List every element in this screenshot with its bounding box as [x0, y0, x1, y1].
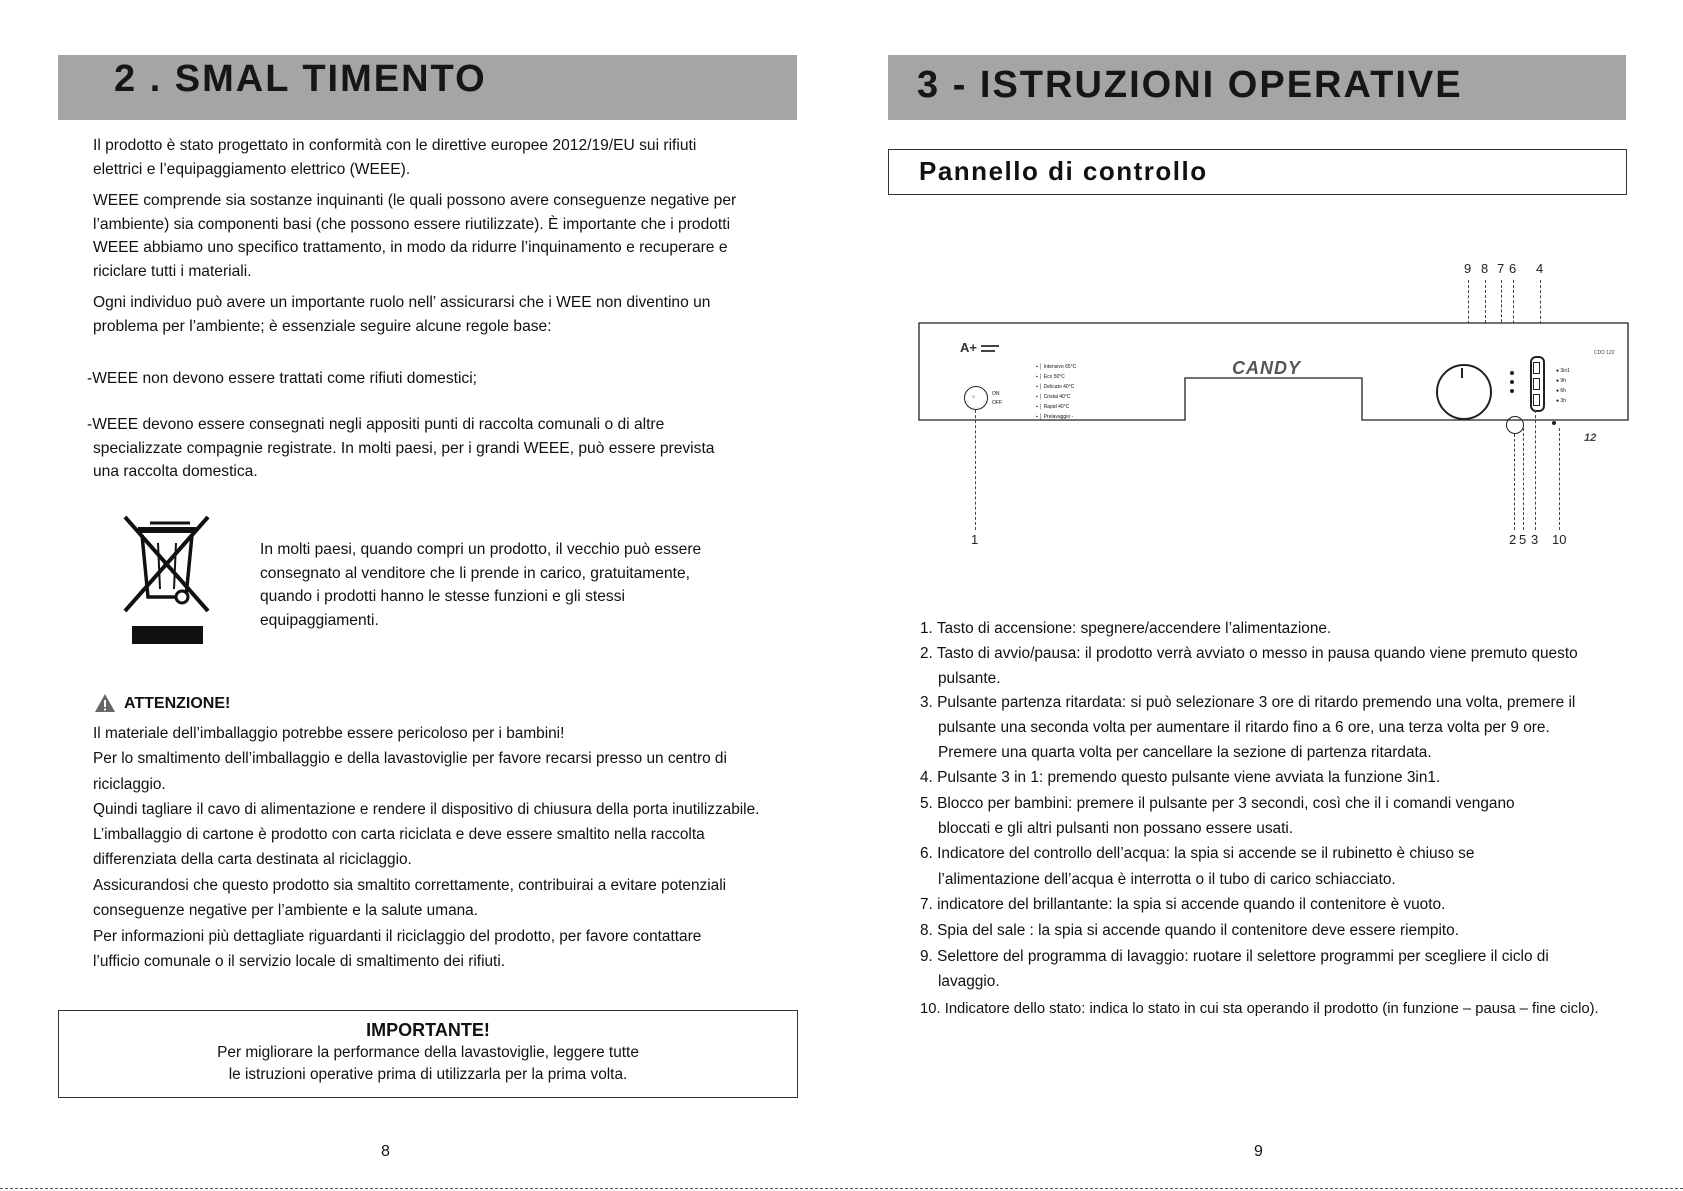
list-item: 9. Selettore del programma di lavaggio: ruotare il selettore programmi per scegliere il ciclo di: [920, 948, 1549, 965]
text-line: l’ambiente) sia componenti basi (che possono essere riutilizzate). È importante che i prodotti: [93, 215, 731, 233]
text-line: differenziata della carta destinata al riciclaggio.: [93, 851, 412, 868]
callout-9: 9: [1464, 261, 1472, 276]
callout-5: 5: [1519, 532, 1527, 547]
important-line-1: Per migliorare la performance della lavastoviglie, leggere tutte: [217, 1044, 639, 1061]
callout-3: 3: [1531, 532, 1539, 547]
water-indicator-icon: [1510, 389, 1514, 393]
list-item: 1. Tasto di accensione: spegnere/accendere l’alimentazione.: [920, 620, 1332, 637]
important-line-2: le istruzioni operative prima di utilizzarla per la prima volta.: [228, 1066, 628, 1083]
list-item-continuation: bloccati e gli altri pulsanti non possano essere usati.: [938, 820, 1294, 837]
list-item: 3. Pulsante partenza ritardata: si può selezionare 3 ore di ritardo premendo una volta, premere il: [920, 694, 1576, 711]
salt-indicator-icon: [1510, 371, 1514, 375]
text-line: -WEEE devono essere consegnati negli appositi punti di raccolta comunali o di altre: [87, 416, 665, 433]
program-list: [1036, 362, 1076, 422]
text-line: Il prodotto è stato progettato in conformità con le direttive europee 2012/19/EU sui rifiuti: [93, 137, 697, 154]
callout-10: 10: [1552, 532, 1567, 547]
page-number-right: 9: [1254, 1143, 1263, 1160]
crossed-bin-icon: [120, 515, 215, 647]
text-line: una raccolta domestica.: [93, 463, 258, 480]
power-button[interactable]: [964, 386, 988, 410]
callout-7: 7: [1497, 261, 1505, 276]
page-edge-divider: [0, 1188, 1683, 1189]
text-line: riciclare tutti i materiali.: [93, 262, 252, 280]
bullet-1: [87, 367, 477, 391]
child-lock-button[interactable]: [1533, 394, 1540, 406]
callout-1: 1: [971, 532, 979, 547]
text-line: Assicurandosi che questo prodotto sia smaltito correttamente, contribuirai a evitare potenziali: [93, 877, 727, 894]
text-line: In molti paesi, quando compri un prodotto, il vecchio può essere: [260, 541, 702, 558]
callout-8: 8: [1481, 261, 1489, 276]
start-pause-button[interactable]: [1506, 416, 1524, 434]
3in1-button[interactable]: [1533, 362, 1540, 374]
list-item: 5. Blocco per bambini: premere il pulsante per 3 secondi, così che il i comandi vengano: [920, 795, 1515, 812]
text-line: Il materiale dell’imballaggio potrebbe essere pericoloso per i bambini!: [93, 725, 565, 742]
energy-mark: A+: [960, 340, 999, 355]
model-label: CDD 122: [1594, 350, 1615, 356]
bin-text: [260, 538, 701, 632]
program-item: ▪ │ Delicato 40°C: [1036, 384, 1075, 390]
left-intro: [93, 134, 813, 338]
list-item: 2. Tasto di avvio/pausa: il prodotto verrà avviato o messo in pausa quando viene premuto questo: [920, 645, 1578, 662]
program-item: ▪ │ Prelavaggio -: [1036, 414, 1074, 420]
brand-logo: CANDY: [1232, 358, 1302, 378]
program-item: ▪ │ Intensivo 65°C: [1036, 364, 1077, 370]
knob-pointer: [1461, 368, 1463, 378]
list-item-continuation: l’alimentazione dell’acqua è interrotta o il tubo di carico schiacciato.: [938, 871, 1396, 888]
text-line: -WEEE non devono essere trattati come rifiuti domestici;: [87, 370, 478, 387]
paragraph-3: [93, 291, 813, 338]
text-line: consegnato al venditore che li prende in carico, gratuitamente,: [260, 564, 690, 582]
paragraph-1: [93, 134, 813, 181]
bullet-2: [87, 413, 714, 484]
delay-labels: ● 3in1 ● 9h ● 6h ● 3h: [1556, 368, 1570, 404]
text-line: quando i prodotti hanno le stesse funzioni e gli stessi: [260, 588, 625, 605]
warning-triangle-icon: [94, 693, 116, 713]
place-settings-mark: 12: [1584, 432, 1597, 444]
important-title: IMPORTANTE!: [366, 1020, 490, 1040]
off-label: OFF: [992, 400, 1002, 406]
callout-6: 6: [1509, 261, 1517, 276]
attention-label: ATTENZIONE!: [124, 695, 231, 712]
text-line: WEEE comprende sia sostanze inquinanti (le quali possono avere conseguenze negative per: [93, 192, 737, 209]
subtitle: Pannello di controllo: [919, 156, 1208, 186]
list-item-continuation: pulsante una seconda volta per aumentare il ritardo fino a 6 ore, una terza volta per 9 ore.: [938, 719, 1550, 736]
text-line: specializzate compagnie registrate. In molti paesi, per i grandi WEEE, può essere prevista: [93, 439, 715, 457]
list-item: 10. Indicatore dello stato: indica lo stato in cui sta operando il prodotto (in funzione – pausa – fine ciclo).: [920, 1001, 1599, 1017]
paragraph-2: [93, 189, 813, 283]
text-line: Per lo smaltimento dell’imballaggio e della lavastoviglie per favore recarsi presso un centro di: [93, 750, 727, 767]
list-item-continuation: Premere una quarta volta per cancellare la sezione di partenza ritardata.: [938, 744, 1432, 761]
list-item-continuation: pulsante.: [938, 670, 1001, 687]
subtitle-box: [888, 149, 1627, 195]
text-line: Ogni individuo può avere un importante ruolo nell’ assicurarsi che i WEE non diventino un: [93, 294, 711, 311]
text-line: WEEE abbiamo uno specifico trattamento, in modo da ridurre l’inquinamento e recuperare e: [93, 239, 728, 256]
list-item: 4. Pulsante 3 in 1: premendo questo pulsante viene avviata la funzione 3in1.: [920, 769, 1441, 786]
text-line: elettrici e l’equipaggiamento elettrico (WEEE).: [93, 160, 411, 178]
page-number-left: 8: [381, 1143, 390, 1160]
program-item: ▪ │ Rapid 40°C: [1036, 404, 1070, 410]
right-page-title: 3 - ISTRUZIONI OPERATIVE: [917, 64, 1463, 106]
text-line: Quindi tagliare il cavo di alimentazione e rendere il dispositivo di chiusura della porta inutilizzabile.: [93, 801, 760, 818]
callout-4: 4: [1536, 261, 1544, 276]
callout-2: 2: [1509, 532, 1517, 547]
text-line: conseguenze negative per l’ambiente e la salute umana.: [93, 902, 479, 919]
list-item-continuation: lavaggio.: [938, 973, 1000, 990]
program-selector-knob[interactable]: [1436, 364, 1492, 420]
status-indicator-icon: [1552, 421, 1556, 425]
left-page-title: 2 . SMAL TIMENTO: [114, 58, 487, 100]
text-line: Per informazioni più dettagliate riguardanti il riciclaggio del prodotto, per favore contattare: [93, 928, 702, 945]
list-item: 6. Indicatore del controllo dell’acqua: la spia si accende se il rubinetto è chiuso se: [920, 845, 1475, 862]
text-line: L’imballaggio di cartone è prodotto con carta riciclata e deve essere smaltito nella raccolta: [93, 826, 705, 843]
control-panel-diagram: [918, 258, 1630, 548]
program-item: ▪ │ Eco 50°C: [1036, 374, 1065, 380]
delay-button[interactable]: [1533, 378, 1540, 390]
on-label: ON: [992, 391, 1000, 397]
text-line: problema per l’ambiente; è essenziale seguire alcune regole base:: [93, 317, 552, 335]
text-line: equipaggiamenti.: [260, 611, 379, 629]
list-item: 8. Spia del sale : la spia si accende quando il contenitore deve essere riempito.: [920, 922, 1460, 939]
power-icon: ◦: [972, 392, 975, 401]
list-item: 7. indicatore del brillantante: la spia si accende quando il contenitore è vuoto.: [920, 896, 1446, 913]
important-box: [58, 1010, 798, 1098]
text-line: l’ufficio comunale o il servizio locale di smaltimento dei rifiuti.: [93, 953, 506, 970]
rinse-indicator-icon: [1510, 380, 1514, 384]
program-item: ▪ │ Cristal 40°C: [1036, 394, 1071, 400]
text-line: riciclaggio.: [93, 776, 166, 793]
